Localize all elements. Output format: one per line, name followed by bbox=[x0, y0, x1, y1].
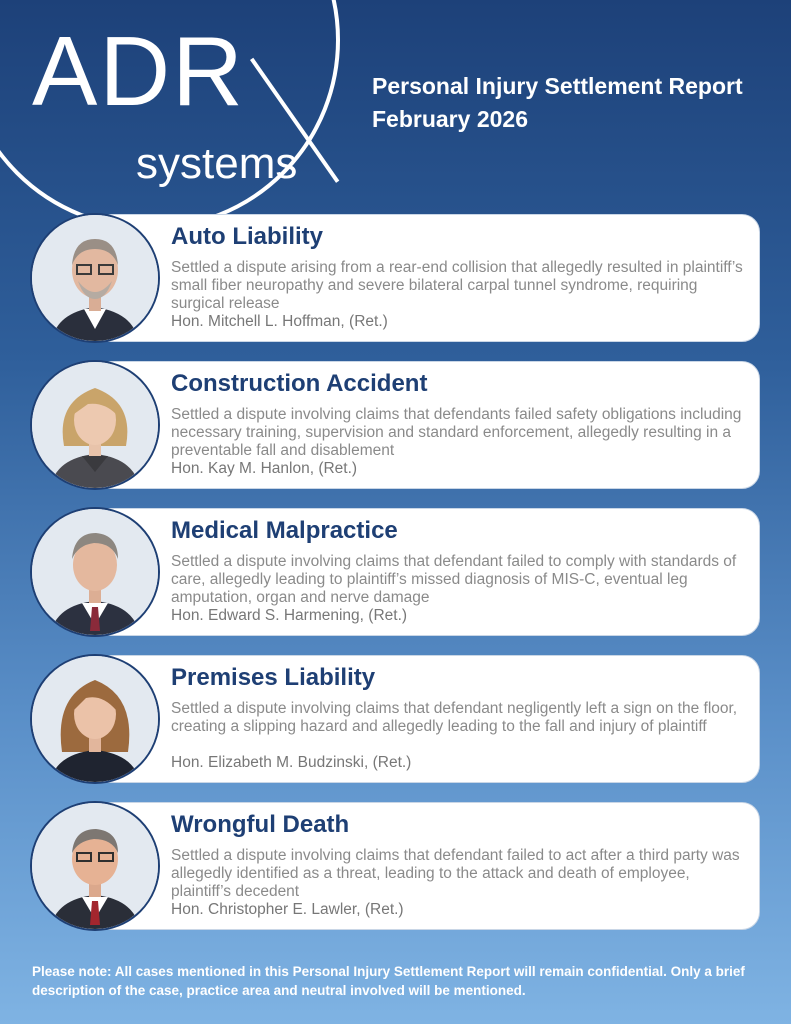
case-neutral: Hon. Edward S. Harmening, (Ret.) bbox=[171, 607, 408, 624]
report-title bbox=[372, 70, 743, 136]
case-neutral: Hon. Kay M. Hanlon, (Ret.) bbox=[171, 460, 358, 477]
case-title: Medical Malpractice bbox=[171, 517, 398, 544]
case-card bbox=[94, 802, 760, 930]
judge-portrait-icon bbox=[30, 654, 160, 784]
report-title-line-1: Personal Injury Settlement Report bbox=[372, 73, 743, 99]
judge-portrait-icon bbox=[30, 801, 160, 931]
case-card bbox=[94, 361, 760, 489]
confidentiality-note: Please note: All cases mentioned in this Personal Injury Settlement Report will remain confidential. Only a brief description of the case, practice area and neutral involved will be mentioned. bbox=[32, 964, 745, 998]
case-card bbox=[94, 214, 760, 342]
report-date: February 2026 bbox=[372, 106, 528, 132]
case-neutral: Hon. Christopher E. Lawler, (Ret.) bbox=[171, 901, 404, 918]
case-neutral: Hon. Mitchell L. Hoffman, (Ret.) bbox=[171, 313, 388, 330]
case-description: Settled a dispute involving claims that defendant failed to comply with standards of care, allegedly leading to plaintiff’s missed diagnosis of MIS-C, eventual leg amputation, organ and nerve damage bbox=[171, 553, 737, 606]
logo-wordmark: ADR bbox=[32, 16, 245, 126]
case-title: Premises Liability bbox=[171, 664, 376, 691]
case-card bbox=[94, 655, 760, 783]
case-description: Settled a dispute involving claims that defendants failed safety obligations including necessary training, supervision and standard enforcement, allegedly resulting in a preventable fall and disablement bbox=[171, 406, 742, 459]
judge-portrait-icon bbox=[30, 213, 160, 343]
judge-portrait-icon bbox=[30, 507, 160, 637]
case-description: Settled a dispute arising from a rear-end collision that allegedly resulted in plaintiff’s small fiber neuropathy and severe bilateral carpal tunnel syndrome, requiring surgical release bbox=[171, 259, 743, 312]
case-card bbox=[94, 508, 760, 636]
judge-portrait-icon bbox=[30, 360, 160, 490]
case-title: Construction Accident bbox=[171, 370, 428, 397]
case-description: Settled a dispute involving claims that defendant failed to act after a third party was allegedly identified as a threat, leading to the attack and death of employee, plaintiff’s decedent bbox=[171, 847, 740, 900]
case-neutral: Hon. Elizabeth M. Budzinski, (Ret.) bbox=[171, 754, 412, 771]
logo-subtitle: systems bbox=[136, 139, 298, 188]
case-title: Auto Liability bbox=[171, 223, 323, 250]
case-title: Wrongful Death bbox=[171, 811, 350, 838]
case-description: Settled a dispute involving claims that defendant negligently left a sign on the floor, creating a slipping hazard and allegedly leading to the fall and injury of plaintiff bbox=[171, 700, 738, 735]
